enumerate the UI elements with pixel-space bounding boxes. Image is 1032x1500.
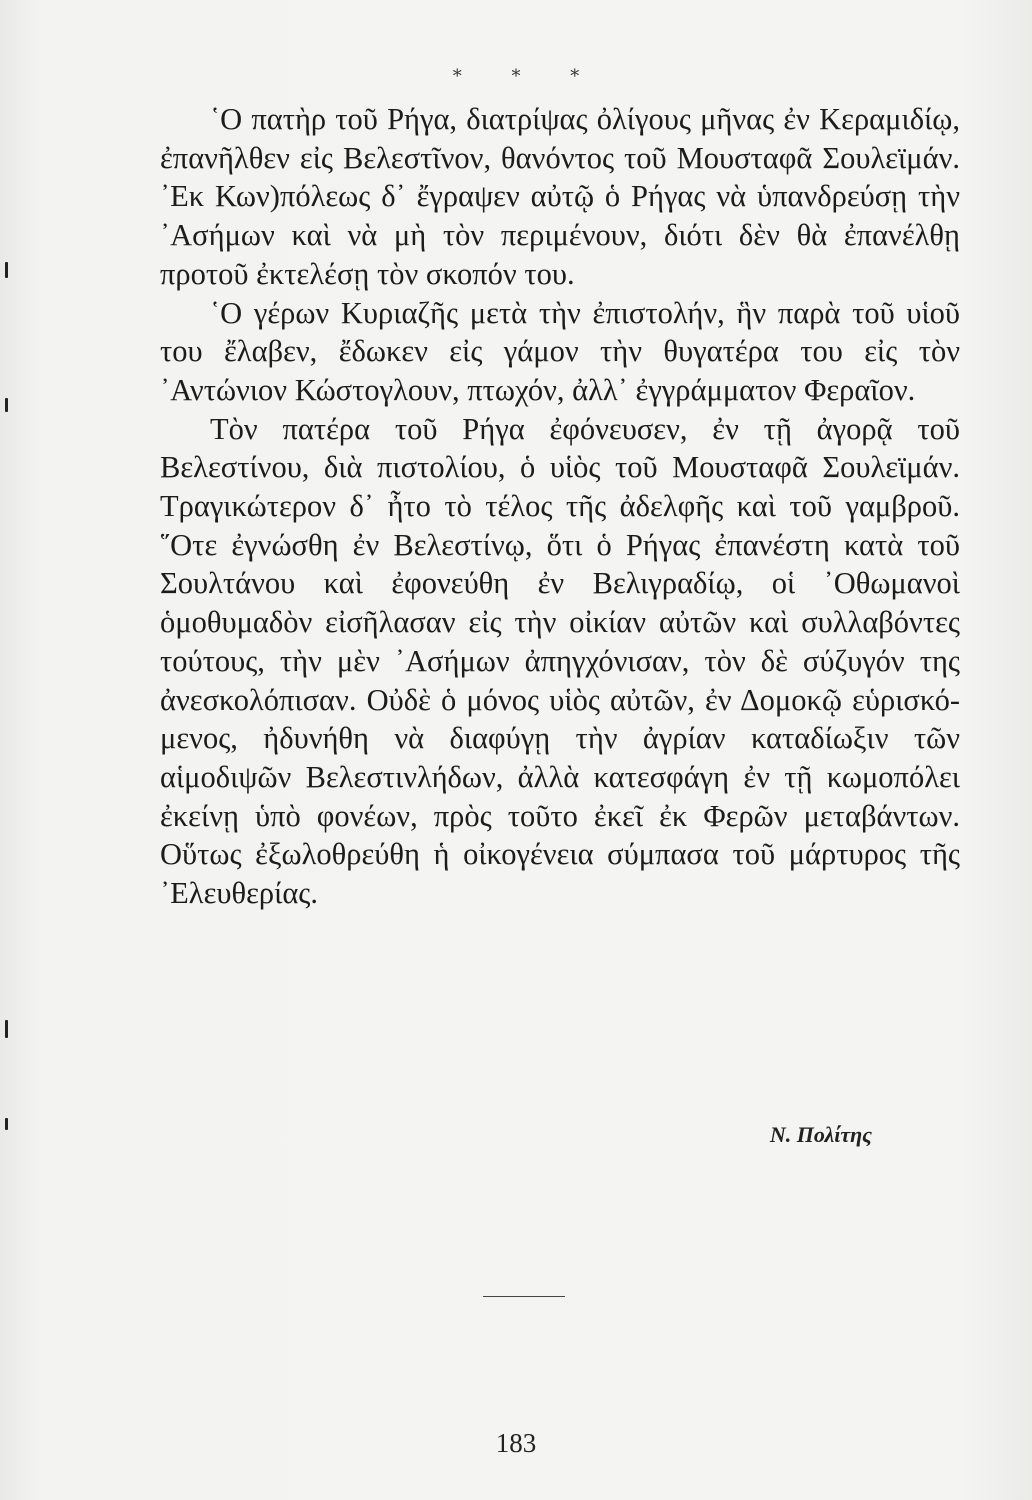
paragraph-3: Τὸν πατέρα τοῦ Ρήγα ἐφόνευσεν, ἐν τῇ ἀγορᾷ τοῦ Βελεστίνου, διὰ πιστολίου, ὁ υἱὸς τοῦ Μουσταφᾶ Σουλεϊμάν. Τραγικώτερον δ᾿ ἦτο τὸ τέλος τῆς ἀδελφῆς καὶ τοῦ γαμβροῦ. ῞Οτε ἐγνώσθη ἐν Βελεστίνῳ, ὅτι ὁ Ρήγας ἐπανέστη κατὰ τοῦ Σουλτάνου καὶ ἐφονεύθη ἐν Βελιγραδίῳ, οἱ ᾿Οθωμανοὶ ὁμοθυμαδὸν εἰσῆλασαν εἰς τὴν οἰκίαν αὐτῶν καὶ συλλαβόντες τούτους, τὴν μὲν ᾿Ασήμων ἀπηγχόνισαν, τὸν δὲ σύζυγόν της ἀνεσκολόπισαν. Οὐδὲ ὁ μόνος υἱὸς αὐτῶν, ἐν Δομοκῷ εὑρισκόμενος, ἠδυνήθη νὰ διαφύγῃ τὴν ἀγρίαν καταδίωξιν τῶν αἱμοδιψῶν Βελεστινλήδων, ἀλλὰ κατεσφάγη ἐν τῇ κωμοπόλει ἐκείνῃ ὑπὸ φονέων, πρὸς τοῦτο ἐκεῖ ἐκ Φερῶν μεταβάντων. Οὕτως ἐξωλοθρεύθη ἡ οἰκογένεια σύμπασα τοῦ μάρτυρος τῆς ᾿Ελευθερίας. bbox=[160, 411, 960, 911]
paragraph-1: ῾Ο πατὴρ τοῦ Ρήγα, διατρίψας ὀλίγους μῆνας ἐν Κεραμιδίῳ, ἐπανῆλθεν εἰς Βελεστῖνον, θανόντος τοῦ Μουσταφᾶ Σουλεϊμάν. ᾿Εκ Κων)πόλεως δ᾿ ἔγραψεν αὐτῷ ὁ Ρήγας νὰ ὑπανδρεύσῃ τὴν ᾿Ασήμων καὶ νὰ μὴ τὸν περιμένουν, διότι δὲν θὰ ἐπανέλθῃ προτοῦ ἐκτελέσῃ τὸν σκοπόν του. bbox=[160, 102, 960, 291]
left-margin-mark bbox=[5, 1118, 8, 1130]
horizontal-rule bbox=[483, 1296, 565, 1297]
left-margin-mark bbox=[5, 1020, 8, 1038]
author-signature: Ν. Πολίτης bbox=[769, 1122, 872, 1147]
left-margin-mark bbox=[5, 398, 8, 412]
left-margin-mark bbox=[5, 262, 8, 278]
paragraph-2: ῾Ο γέρων Κυριαζῆς μετὰ τὴν ἐπιστολήν, ἣν παρὰ τοῦ υἱοῦ του ἔλαβεν, ἔδωκεν εἰς γάμον τὴν θυγατέρα του εἰς τὸν ᾿Αντώνιον Κώστογλουν, πτωχόν, ἀλλ᾿ ἐγγράμματον Φεραῖον. bbox=[160, 295, 960, 407]
section-ornament: * * * bbox=[452, 66, 602, 87]
page-number: 183 bbox=[495, 1428, 537, 1458]
body-text bbox=[160, 100, 960, 913]
